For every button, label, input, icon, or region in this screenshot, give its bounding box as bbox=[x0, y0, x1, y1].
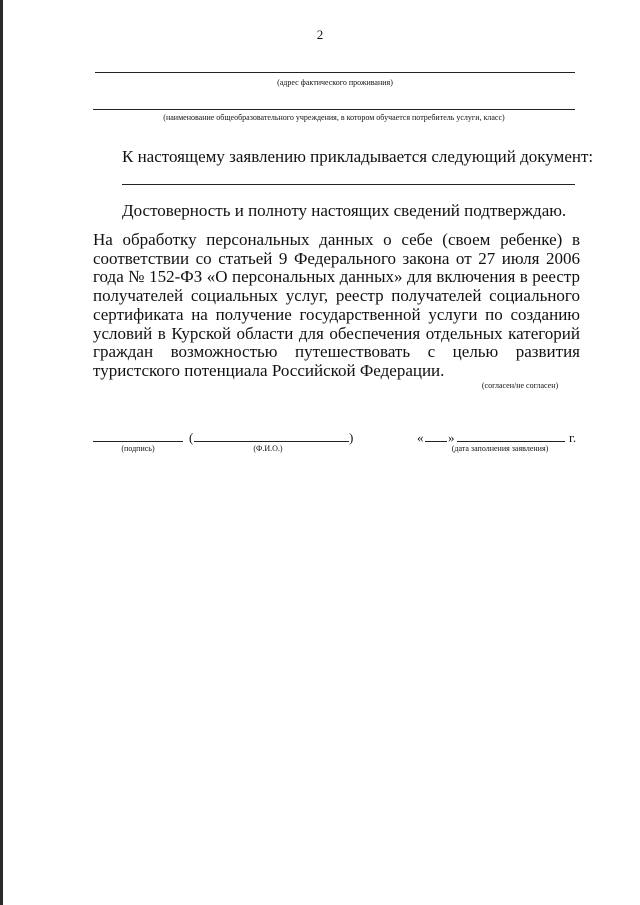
address-field-line bbox=[95, 72, 575, 73]
fio-close-bracket: ) bbox=[349, 430, 354, 445]
page-number: 2 bbox=[316, 27, 324, 42]
year-suffix: г. bbox=[569, 430, 577, 445]
signature-line bbox=[93, 441, 183, 442]
consent-caption: (согласен/не согласен) bbox=[481, 381, 559, 390]
fio-line bbox=[194, 441, 349, 442]
month-year-line bbox=[457, 441, 565, 442]
date-open-quote: « bbox=[417, 430, 424, 445]
attached-document-label: К настоящему заявлению прикладывается следующий документ: bbox=[122, 147, 594, 166]
attached-document-line bbox=[122, 184, 575, 185]
address-caption: (адрес фактического проживания) bbox=[277, 78, 393, 87]
fio-open-bracket: ( bbox=[189, 430, 194, 445]
day-line bbox=[425, 441, 447, 442]
consent-paragraph: На обработку персональных данных о себе (своем ребенке) в соответствии со статьей 9 Федерального закона от 27 июля 2006 года № 152-ФЗ «О персональных данных» для включения в реестр получателей социальных услуг, реестр получателей социального сертификата на получение государственной услуги по созданию условий в Курской области для обеспечения отдельных категорий граждан возможностью путешествовать с целью развития туристского потенциала Российской Федерации. bbox=[93, 230, 580, 380]
date-caption: (дата заполнения заявления) bbox=[451, 444, 549, 453]
page-edge bbox=[0, 0, 3, 905]
fio-caption: (Ф.И.О.) bbox=[253, 444, 283, 453]
date-close-quote: » bbox=[448, 430, 455, 445]
signature-caption: (подпись) bbox=[121, 444, 155, 453]
school-field-line bbox=[93, 109, 575, 110]
school-caption: (наименование общеобразовательного учреждения, в котором обучается потребитель услуги, класс) bbox=[163, 113, 505, 122]
confirmation-text: Достоверность и полноту настоящих сведений подтверждаю. bbox=[122, 201, 567, 220]
